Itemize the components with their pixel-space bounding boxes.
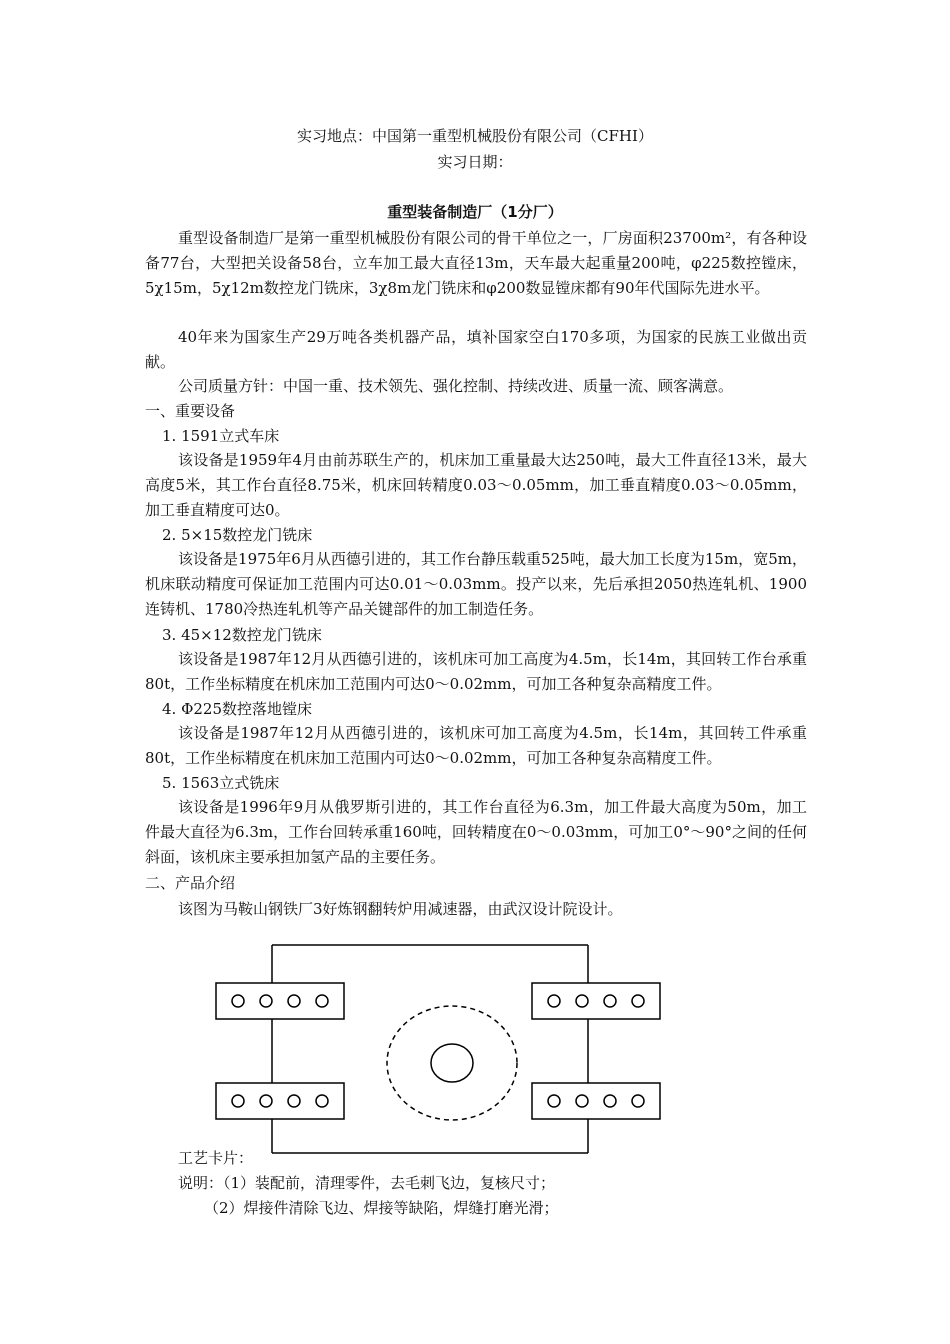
part2-title: 二、产品介绍	[145, 874, 236, 892]
equipment-5-label: 5. 1563立式铣床	[162, 774, 280, 792]
equipment-2-label: 2. 5×15数控龙门铣床	[162, 526, 313, 544]
bolt-hole	[260, 995, 272, 1007]
bolt-hole	[288, 1095, 300, 1107]
bolt-hole	[548, 995, 560, 1007]
note-1: 说明：（1）装配前，清理零件，去毛刺飞边，复核尺寸；	[178, 1174, 556, 1192]
bolt-hole	[260, 1095, 272, 1107]
bolt-hole	[232, 995, 244, 1007]
bolt-hole	[316, 995, 328, 1007]
bolt-block-bottom-left	[216, 1083, 344, 1119]
equipment-4-desc: 该设备是1987年12月从西德引进的，该机床可加工高度为4.5m，长14m，其回转工件承重80t，工作坐标精度在机床加工范围内可达0～0.02mm，可加工各种复杂高精度工件。	[145, 724, 807, 767]
equipment-1-desc: 该设备是1959年4月由前苏联生产的，机床加工重量最大达250吨，最大工件直径13米，最大高度5米，其工作台直径8.75米，机床回转精度0.03～0.05mm，加工垂直精度0.03～0.05mm，加工垂直精度可达0。	[145, 451, 807, 519]
bolt-hole	[576, 1095, 588, 1107]
bolt-hole	[316, 1095, 328, 1107]
bolt-block-bottom-right	[532, 1083, 660, 1119]
internship-location: 实习地点：中国第一重型机械股份有限公司（CFHI）	[297, 127, 653, 145]
intro-paragraph-1: 重型设备制造厂是第一重型机械股份有限公司的骨干单位之一，厂房面积23700m²，有各种设备77台，大型把关设备58台，立车加工最大直径13m，天车最大起重量200吨，φ225数控镗床，5χ15m，5χ12m数控龙门铣床，3χ8m龙门铣床和φ200数显镗床都有90年代国际先进水平。	[145, 229, 807, 297]
intro-paragraph-3: 公司质量方针：中国一重、技术领先、强化控制、持续改进、质量一流、顾客满意。	[178, 377, 734, 395]
equipment-3-label: 3. 45×12数控龙门铣床	[162, 626, 322, 644]
equipment-2-desc: 该设备是1975年6月从西德引进的，其工作台静压载重525吨，最大加工长度为15m，宽5m，机床联动精度可保证加工范围内可达0.01～0.03mm。投产以来，先后承担2050热连轧机、1900连铸机、1780冷热连轧机等产品关键部件的加工制造任务。	[145, 550, 807, 618]
bolt-hole	[232, 1095, 244, 1107]
note-2: （2）焊接件清除飞边、焊接等缺陷，焊缝打磨光滑；	[204, 1199, 559, 1217]
part2-desc: 该图为马鞍山钢铁厂3好炼钢翻转炉用减速器，由武汉设计院设计。	[178, 900, 623, 918]
section-title: 重型装备制造厂（1分厂）	[387, 203, 563, 221]
bolt-hole	[604, 1095, 616, 1107]
bolt-hole	[632, 1095, 644, 1107]
bolt-hole	[288, 995, 300, 1007]
bolt-block-top-right	[532, 983, 660, 1019]
equipment-4-label: 4. Φ225数控落地镗床	[162, 700, 313, 718]
part1-title: 一、重要设备	[145, 402, 236, 420]
equipment-5-desc: 该设备是1996年9月从俄罗斯引进的，其工作台直径为6.3m，加工件最大高度为50m，加工件最大直径为6.3m，工作台回转承重160吨，回转精度在0～0.03mm，可加工0°～90°之间的任何斜面，该机床主要承担加氢产品的主要任务。	[145, 798, 807, 866]
bolt-hole	[632, 995, 644, 1007]
bolt-hole	[548, 1095, 560, 1107]
process-card-label: 工艺卡片：	[178, 1149, 254, 1167]
dashed-gear-outline	[387, 1006, 517, 1120]
bolt-block-top-left	[216, 983, 344, 1019]
equipment-1-label: 1. 1591立式车床	[162, 427, 280, 445]
center-shaft-hole	[431, 1044, 473, 1082]
bolt-hole	[576, 995, 588, 1007]
intro-paragraph-2: 40年来为国家生产29万吨各类机器产品，填补国家空白170多项，为国家的民族工业做出贡献。	[145, 328, 807, 371]
equipment-3-desc: 该设备是1987年12月从西德引进的，该机床可加工高度为4.5m，长14m，其回转工作台承重80t，工作坐标精度在机床加工范围内可达0～0.02mm，可加工各种复杂高精度工件。	[145, 650, 807, 693]
internship-date: 实习日期：	[437, 153, 513, 171]
bolt-hole	[604, 995, 616, 1007]
